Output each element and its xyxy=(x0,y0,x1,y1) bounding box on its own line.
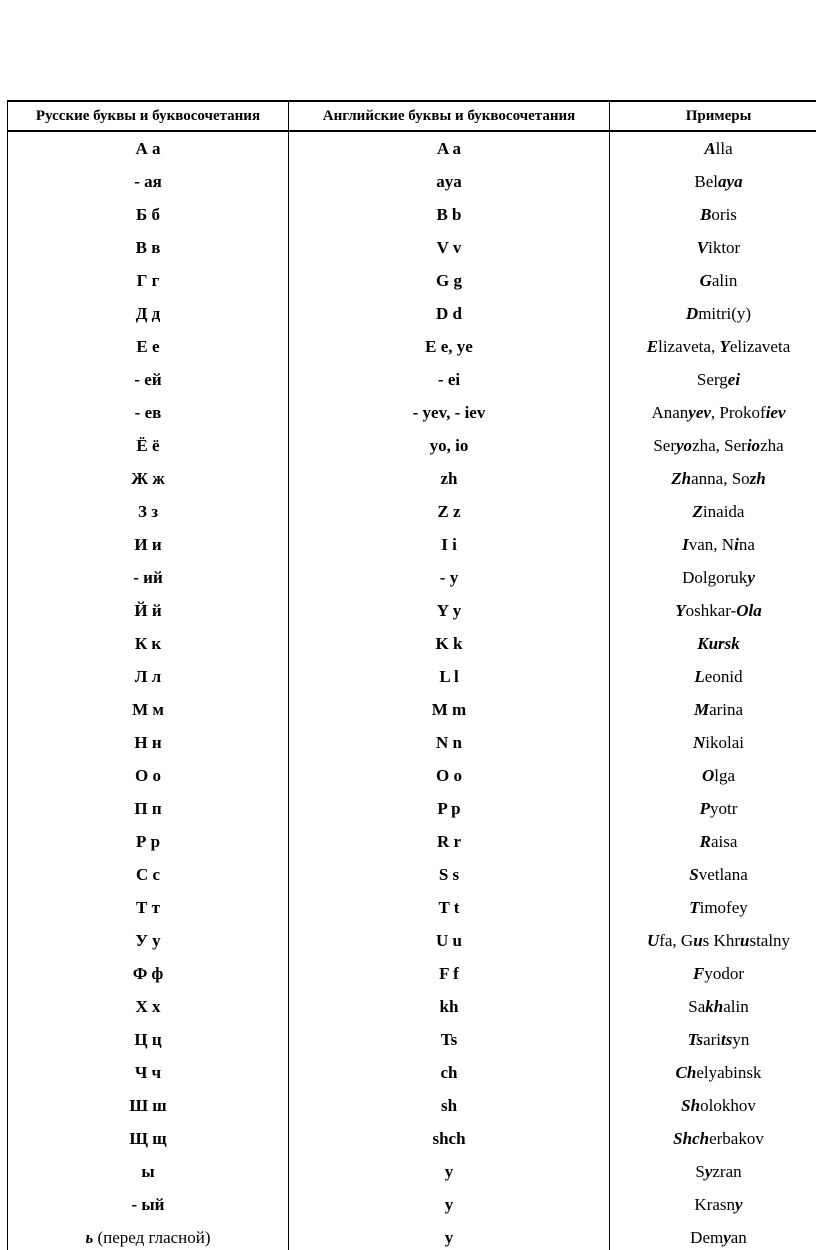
highlighted-fragment: aya xyxy=(718,171,743,191)
highlighted-fragment: ts xyxy=(721,1029,733,1049)
table-row xyxy=(8,330,816,363)
english-letter-cell: F f xyxy=(289,957,610,990)
table-row xyxy=(8,528,816,561)
russian-letter-cell: Р р xyxy=(8,825,289,858)
highlighted-fragment: y xyxy=(723,1227,731,1247)
english-letter-cell: aya xyxy=(289,165,610,198)
table-row xyxy=(8,131,816,165)
english-letter-cell: S s xyxy=(289,858,610,891)
english-letter-cell: y xyxy=(289,1155,610,1188)
example-cell xyxy=(610,957,816,990)
highlighted-fragment: y xyxy=(704,1161,713,1181)
table-row xyxy=(8,264,816,297)
russian-letter-cell: Щ щ xyxy=(8,1122,289,1155)
russian-letter-cell: П п xyxy=(8,792,289,825)
table-row xyxy=(8,594,816,627)
highlighted-fragment: V xyxy=(696,237,709,257)
highlighted-fragment: O xyxy=(701,765,715,785)
english-letter-cell: I i xyxy=(289,528,610,561)
highlighted-fragment: S xyxy=(689,864,699,884)
highlighted-fragment: F xyxy=(692,963,705,983)
example-cell xyxy=(610,1056,816,1089)
example-cell xyxy=(610,429,816,462)
table-row xyxy=(8,990,816,1023)
english-letter-cell: y xyxy=(289,1188,610,1221)
header-english-letters: Английские буквы и буквосочетания xyxy=(289,101,610,131)
example-cell xyxy=(610,131,816,165)
text-fragment: (перед гласной) xyxy=(93,1227,211,1247)
text-fragment: alin xyxy=(711,270,738,290)
english-letter-cell: V v xyxy=(289,231,610,264)
russian-letter-cell: Ц ц xyxy=(8,1023,289,1056)
highlighted-fragment: u xyxy=(739,930,750,950)
table-row xyxy=(8,1188,816,1221)
text-fragment: lizaveta, xyxy=(658,336,720,356)
english-letter-cell: M m xyxy=(289,693,610,726)
text-fragment: na xyxy=(738,534,755,554)
highlighted-fragment: yo xyxy=(676,435,693,455)
text-fragment: zha xyxy=(760,435,784,455)
highlighted-fragment: A xyxy=(704,138,716,158)
russian-letter-cell: Т т xyxy=(8,891,289,924)
table-row xyxy=(8,1089,816,1122)
highlighted-fragment: U xyxy=(646,930,660,950)
highlighted-fragment: i xyxy=(734,534,739,554)
english-letter-cell: L l xyxy=(289,660,610,693)
highlighted-fragment: B xyxy=(700,204,712,224)
text-fragment: vetlana xyxy=(698,864,748,884)
example-cell xyxy=(610,165,816,198)
example-cell xyxy=(610,495,816,528)
table-row xyxy=(8,825,816,858)
highlighted-fragment: Y xyxy=(719,336,730,356)
table-row xyxy=(8,396,816,429)
english-letter-cell: Y y xyxy=(289,594,610,627)
english-letter-cell: B b xyxy=(289,198,610,231)
text-fragment: Anan xyxy=(651,402,689,422)
text-fragment: lga xyxy=(714,765,736,785)
russian-letter-cell: ы xyxy=(8,1155,289,1188)
text-fragment: Sa xyxy=(688,996,706,1016)
english-letter-cell: sh xyxy=(289,1089,610,1122)
english-letter-cell: A a xyxy=(289,131,610,165)
russian-letter-cell: - ый xyxy=(8,1188,289,1221)
highlighted-fragment: R xyxy=(699,831,711,851)
table-row xyxy=(8,891,816,924)
text-fragment: Bel xyxy=(694,171,719,191)
table-row xyxy=(8,1056,816,1089)
english-letter-cell: ch xyxy=(289,1056,610,1089)
table-row xyxy=(8,462,816,495)
table-row xyxy=(8,924,816,957)
example-cell xyxy=(610,726,816,759)
example-cell xyxy=(610,1023,816,1056)
example-cell xyxy=(610,1221,816,1250)
english-letter-cell: zh xyxy=(289,462,610,495)
text-fragment: zha, Ser xyxy=(692,435,747,455)
english-letter-cell: y xyxy=(289,1221,610,1250)
russian-letter-cell: Б б xyxy=(8,198,289,231)
highlighted-fragment: E xyxy=(646,336,659,356)
text-fragment: Dolgoruk xyxy=(682,567,748,587)
text-fragment: imofey xyxy=(699,897,748,917)
example-cell xyxy=(610,825,816,858)
text-fragment: yodor xyxy=(704,963,744,983)
russian-letter-cell: М м xyxy=(8,693,289,726)
russian-letter-cell: А а xyxy=(8,131,289,165)
russian-letter-cell: Д д xyxy=(8,297,289,330)
text-fragment: S xyxy=(695,1161,705,1181)
highlighted-fragment: Zh xyxy=(671,468,692,488)
english-letter-cell: - yev, - iev xyxy=(289,396,610,429)
text-fragment: olokhov xyxy=(700,1095,756,1115)
text-fragment: fa, G xyxy=(659,930,694,950)
english-letter-cell: R r xyxy=(289,825,610,858)
text-fragment: an xyxy=(730,1227,747,1247)
table-row xyxy=(8,660,816,693)
highlighted-fragment: iev xyxy=(765,402,786,422)
text-fragment: eonid xyxy=(704,666,743,686)
english-letter-cell: O o xyxy=(289,759,610,792)
english-letter-cell: T t xyxy=(289,891,610,924)
highlighted-fragment: D xyxy=(685,303,699,323)
text-fragment: inaida xyxy=(702,501,745,521)
russian-letter-cell: С с xyxy=(8,858,289,891)
russian-letter-cell: Ё ё xyxy=(8,429,289,462)
highlighted-fragment: kh xyxy=(705,996,724,1016)
highlighted-fragment: Ts xyxy=(687,1029,704,1049)
russian-letter-cell: Н н xyxy=(8,726,289,759)
example-cell xyxy=(610,759,816,792)
text-fragment: mitri(y) xyxy=(698,303,752,323)
text-fragment: elizaveta xyxy=(729,336,791,356)
example-cell xyxy=(610,858,816,891)
russian-letter-cell: Г г xyxy=(8,264,289,297)
russian-letter-cell: И и xyxy=(8,528,289,561)
russian-letter-cell: Е е xyxy=(8,330,289,363)
table-body xyxy=(8,131,816,1250)
highlighted-fragment: Ch xyxy=(675,1062,697,1082)
english-letter-cell: - y xyxy=(289,561,610,594)
russian-letter-cell: - ей xyxy=(8,363,289,396)
text-fragment: Dem xyxy=(690,1227,724,1247)
highlighted-fragment: Ola xyxy=(736,600,762,620)
text-fragment: oshkar- xyxy=(685,600,737,620)
transliteration-table xyxy=(7,100,816,1250)
text-fragment: oris xyxy=(711,204,737,224)
example-cell xyxy=(610,594,816,627)
russian-letter-cell: Ч ч xyxy=(8,1056,289,1089)
highlighted-fragment: zh xyxy=(749,468,766,488)
example-cell xyxy=(610,561,816,594)
table-row xyxy=(8,957,816,990)
text-fragment: Serg xyxy=(696,369,728,389)
russian-letter-cell: Ф ф xyxy=(8,957,289,990)
english-letter-cell: N n xyxy=(289,726,610,759)
russian-letter-cell: - ий xyxy=(8,561,289,594)
table-row xyxy=(8,1221,816,1250)
table-row xyxy=(8,198,816,231)
header-russian-letters: Русские буквы и буквосочетания xyxy=(8,101,289,131)
table-row xyxy=(8,726,816,759)
highlighted-fragment: io xyxy=(746,435,761,455)
english-letter-cell: kh xyxy=(289,990,610,1023)
english-letter-cell: G g xyxy=(289,264,610,297)
example-cell xyxy=(610,924,816,957)
russian-letter-cell: У у xyxy=(8,924,289,957)
english-letter-cell: U u xyxy=(289,924,610,957)
text-fragment: yotr xyxy=(710,798,738,818)
english-letter-cell: yo, io xyxy=(289,429,610,462)
example-cell xyxy=(610,1089,816,1122)
header-row xyxy=(8,101,816,131)
example-cell xyxy=(610,528,816,561)
example-cell xyxy=(610,231,816,264)
example-cell xyxy=(610,1188,816,1221)
example-cell xyxy=(610,660,816,693)
example-cell xyxy=(610,396,816,429)
highlighted-fragment: N xyxy=(693,732,706,752)
english-letter-cell: shch xyxy=(289,1122,610,1155)
russian-letter-cell: О о xyxy=(8,759,289,792)
table-row xyxy=(8,231,816,264)
russian-letter-cell: Л л xyxy=(8,660,289,693)
highlighted-fragment: yev xyxy=(688,402,711,422)
example-cell xyxy=(610,792,816,825)
table-row xyxy=(8,858,816,891)
highlighted-fragment: I xyxy=(682,534,689,554)
header-examples: Примеры xyxy=(610,101,816,131)
text-fragment: van, N xyxy=(688,534,735,554)
table-row xyxy=(8,627,816,660)
russian-letter-cell: З з xyxy=(8,495,289,528)
highlighted-fragment: P xyxy=(699,798,710,818)
highlighted-fragment: M xyxy=(693,699,710,719)
example-cell xyxy=(610,198,816,231)
example-cell xyxy=(610,330,816,363)
table-row xyxy=(8,165,816,198)
russian-letter-cell: К к xyxy=(8,627,289,660)
russian-letter-cell: Й й xyxy=(8,594,289,627)
example-cell xyxy=(610,363,816,396)
table-row xyxy=(8,792,816,825)
text-fragment: ikolai xyxy=(705,732,744,752)
highlighted-fragment: y xyxy=(747,567,755,587)
text-fragment: Ser xyxy=(653,435,677,455)
text-fragment: Krasn xyxy=(694,1194,736,1214)
example-cell xyxy=(610,264,816,297)
example-cell xyxy=(610,462,816,495)
text-fragment: aisa xyxy=(710,831,738,851)
text-fragment: yn xyxy=(732,1029,750,1049)
english-letter-cell: E e, ye xyxy=(289,330,610,363)
russian-letter-cell: Х х xyxy=(8,990,289,1023)
example-cell xyxy=(610,1122,816,1155)
table-row xyxy=(8,363,816,396)
text-fragment: iktor xyxy=(708,237,741,257)
highlighted-fragment: Shch xyxy=(673,1128,710,1148)
highlighted-fragment: G xyxy=(699,270,712,290)
example-cell xyxy=(610,297,816,330)
table-row xyxy=(8,297,816,330)
highlighted-fragment: Y xyxy=(675,600,686,620)
english-letter-cell: - ei xyxy=(289,363,610,396)
russian-letter-cell: - ая xyxy=(8,165,289,198)
russian-letter-cell: - ев xyxy=(8,396,289,429)
text-fragment: s Khr xyxy=(702,930,740,950)
table-row xyxy=(8,495,816,528)
russian-letter-cell: В в xyxy=(8,231,289,264)
text-fragment: alin xyxy=(723,996,749,1016)
table-header xyxy=(8,101,816,131)
english-letter-cell: Z z xyxy=(289,495,610,528)
russian-letter-cell xyxy=(8,1221,289,1250)
text-fragment: elyabinsk xyxy=(696,1062,762,1082)
text-fragment: zran xyxy=(712,1161,742,1181)
russian-letter-cell: Ж ж xyxy=(8,462,289,495)
table-row xyxy=(8,1155,816,1188)
example-cell xyxy=(610,693,816,726)
table-row xyxy=(8,1122,816,1155)
english-letter-cell: Ts xyxy=(289,1023,610,1056)
english-letter-cell: P p xyxy=(289,792,610,825)
highlighted-fragment: y xyxy=(735,1194,743,1214)
table-row xyxy=(8,561,816,594)
table-row xyxy=(8,759,816,792)
example-cell xyxy=(610,990,816,1023)
highlighted-fragment: ь xyxy=(85,1227,94,1247)
example-cell xyxy=(610,891,816,924)
table-row xyxy=(8,693,816,726)
text-fragment: anna, So xyxy=(691,468,750,488)
highlighted-fragment: L xyxy=(694,666,705,686)
text-fragment: , Prokof xyxy=(710,402,766,422)
english-letter-cell: D d xyxy=(289,297,610,330)
text-fragment: erbakov xyxy=(709,1128,764,1148)
text-fragment: lla xyxy=(715,138,733,158)
highlighted-fragment: u xyxy=(693,930,703,950)
russian-letter-cell: Ш ш xyxy=(8,1089,289,1122)
text-fragment: arina xyxy=(709,699,744,719)
table-row xyxy=(8,429,816,462)
highlighted-fragment: Kursk xyxy=(697,633,740,653)
highlighted-fragment: ei xyxy=(727,369,741,389)
highlighted-fragment: Sh xyxy=(681,1095,701,1115)
highlighted-fragment: Z xyxy=(692,501,703,521)
table-row xyxy=(8,1023,816,1056)
text-fragment: stalny xyxy=(749,930,791,950)
example-cell xyxy=(610,627,816,660)
example-cell xyxy=(610,1155,816,1188)
english-letter-cell: K k xyxy=(289,627,610,660)
highlighted-fragment: T xyxy=(689,897,700,917)
text-fragment: ari xyxy=(703,1029,722,1049)
